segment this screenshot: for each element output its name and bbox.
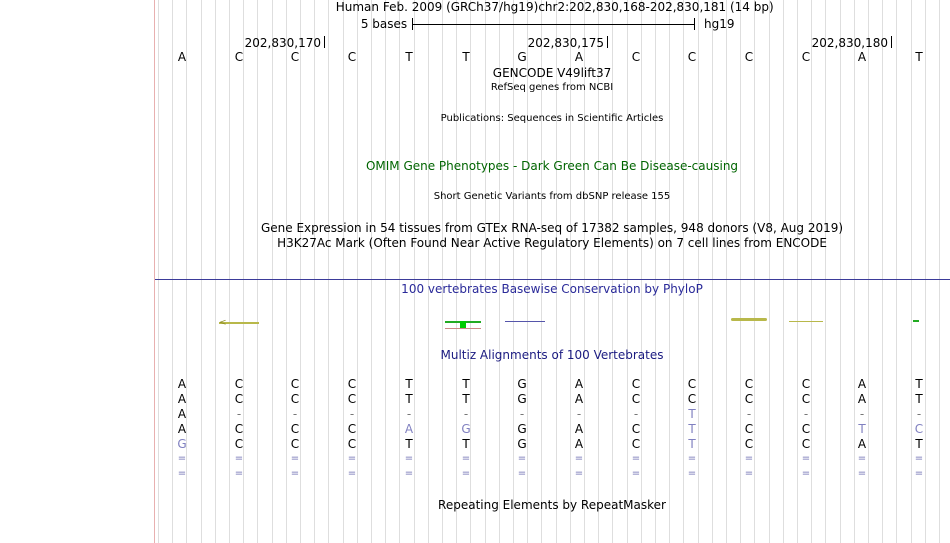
alignment-base: = [290, 453, 300, 464]
alignment-base: = [801, 453, 811, 464]
alignment-base: = [687, 453, 697, 464]
alignment-base: = [461, 453, 471, 464]
alignment-base: = [857, 453, 867, 464]
alignment-base: C [631, 437, 641, 451]
grid-line [385, 0, 386, 543]
multiz-track-title: Multiz Alignments of 100 Vertebrates [440, 348, 664, 362]
ruler-tick-label: 202,830,170 [244, 36, 321, 50]
grid-line [272, 0, 273, 543]
omim-track-title: OMIM Gene Phenotypes - Dark Green Can Be Disease-causing [365, 159, 739, 173]
alignment-base: = [234, 453, 244, 464]
grid-line [882, 0, 883, 543]
assembly-name: Human Feb. 2009 (GRCh37/hg19) [335, 0, 539, 14]
alignment-base: C [744, 422, 754, 436]
grid-line [783, 0, 784, 543]
ruler-tick-label: 202,830,175 [527, 36, 604, 50]
grid-line [485, 0, 486, 543]
alignment-base: = [687, 468, 697, 479]
alignment-base: = [631, 468, 641, 479]
alignment-base: A [574, 422, 584, 436]
alignment-base: C [744, 437, 754, 451]
alignment-base: A [177, 392, 187, 406]
ruler-tick [891, 36, 892, 48]
reference-base: C [744, 50, 754, 64]
alignment-base: A [857, 377, 867, 391]
grid-line [442, 0, 443, 543]
alignment-base: C [744, 377, 754, 391]
alignment-base: - [859, 407, 865, 421]
dbsnp-track-title: Short Genetic Variants from dbSNP release 155 [433, 191, 671, 202]
grid-line [158, 0, 159, 543]
alignment-base: C [290, 422, 300, 436]
alignment-base: C [347, 422, 357, 436]
phylop-top-line [155, 279, 950, 280]
alignment-base: A [177, 422, 187, 436]
alignment-base: - [292, 407, 298, 421]
ruler-tick-label: 202,830,180 [811, 36, 888, 50]
alignment-base: = [404, 468, 414, 479]
reference-base: G [517, 50, 527, 64]
alignment-base: T [688, 422, 696, 436]
grid-line [257, 0, 258, 543]
alignment-base: C [914, 422, 924, 436]
grid-line [825, 0, 826, 543]
alignment-base: T [462, 392, 470, 406]
gtex-track-title: Gene Expression in 54 tissues from GTEx RNA-seq of 17382 samples, 948 donors (V8, Aug 2019) [260, 221, 844, 235]
alignment-base: T [915, 392, 923, 406]
alignment-base: C [744, 392, 754, 406]
reference-base: C [234, 50, 244, 64]
alignment-base: A [857, 437, 867, 451]
reference-base: C [631, 50, 641, 64]
alignment-base: C [801, 392, 811, 406]
grid-line [201, 0, 202, 543]
alignment-base: = [744, 468, 754, 479]
grid-line [215, 0, 216, 543]
alignment-base: = [914, 453, 924, 464]
reference-base: C [347, 50, 357, 64]
alignment-base: T [405, 437, 413, 451]
reference-base: C [290, 50, 300, 64]
alignment-base: C [234, 422, 244, 436]
alignment-base: = [517, 453, 527, 464]
alignment-base: A [177, 407, 187, 421]
alignment-base: G [461, 422, 471, 436]
alignment-base: C [234, 437, 244, 451]
alignment-base: = [347, 453, 357, 464]
alignment-base: C [347, 377, 357, 391]
alignment-base: = [744, 453, 754, 464]
reference-base: A [177, 50, 187, 64]
alignment-base: A [574, 437, 584, 451]
scale-bar-text: 5 bases [360, 17, 408, 31]
alignment-base: = [631, 453, 641, 464]
alignment-base: C [687, 392, 697, 406]
ruler-tick [324, 36, 325, 48]
alignment-base: = [517, 468, 527, 479]
alignment-base: = [234, 468, 244, 479]
alignment-base: = [347, 468, 357, 479]
alignment-base: = [404, 453, 414, 464]
alignment-base: C [290, 392, 300, 406]
alignment-base: C [347, 437, 357, 451]
alignment-base: C [347, 392, 357, 406]
reference-base: A [574, 50, 584, 64]
alignment-base: A [574, 377, 584, 391]
grid-line [769, 0, 770, 543]
alignment-base: = [914, 468, 924, 479]
reference-base: C [801, 50, 811, 64]
grid-line [726, 0, 727, 543]
gencode-track-title: GENCODE V49lift37 [492, 66, 612, 80]
track-label-panel [0, 0, 155, 543]
alignment-base: - [633, 407, 639, 421]
alignment-base: C [290, 437, 300, 451]
alignment-base: - [803, 407, 809, 421]
h3k27ac-track-title: H3K27Ac Mark (Often Found Near Active Regulatory Elements) on 7 cell lines from ENCODE [277, 236, 827, 250]
reference-base: T [462, 50, 470, 64]
alignment-base: T [915, 377, 923, 391]
alignment-base: = [801, 468, 811, 479]
alignment-base: T [462, 437, 470, 451]
alignment-base: C [801, 437, 811, 451]
alignment-base: - [519, 407, 525, 421]
alignment-base: T [405, 392, 413, 406]
alignment-base: - [236, 407, 242, 421]
ruler-tick [607, 36, 608, 48]
alignment-base: = [290, 468, 300, 479]
alignment-base: = [177, 468, 187, 479]
alignment-base: C [631, 377, 641, 391]
alignment-base: C [801, 422, 811, 436]
alignment-base: - [406, 407, 412, 421]
alignment-base: T [915, 437, 923, 451]
alignment-base: = [461, 468, 471, 479]
track-data-panel[interactable]: Human Feb. 2009 (GRCh37/hg19) chr2:202,830,168-202,830,181 (14 bp) 5 bases hg19 202,830,170 202,830,175 202,830,180 A C C C T T G A C C C C A T GENCODE V49lift37 RefSeq genes from NCBI Publications: Sequences in Scientific Articles OMIM Gene Phenotypes - Dark Green Can Be Disease-causing Short Genetic Variants from dbSNP release 155 Gene Expression in 54 tissues from GTEx RNA-seq of 17382 samples, 948 donors (V8, Aug 2019) H3K27Ac Mark (Often Found Near Active Regulatory Elements) on 7 cell lines from ENCODE 100 vertebrates Basewise Conservation by PhyloP < Multiz Alignments of 100 Vertebrates A C C C T T G A C C C C A T A C C C T T G A C C C C A T A - - - - - - - - T - - - - A C C C A G G A C T C C T C G C C C T T G A C T C C A T = = = = = = = = = = = = = = = = = = = = = = = = = = = = Repeating Elements by RepeatMasker [155, 0, 950, 543]
grid-line [328, 0, 329, 543]
alignment-base: - [576, 407, 582, 421]
alignment-base: C [631, 422, 641, 436]
alignment-base: C [631, 392, 641, 406]
alignment-base: T [462, 377, 470, 391]
grid-line [314, 0, 315, 543]
repeatmasker-track-title: Repeating Elements by RepeatMasker [438, 498, 666, 512]
alignment-base: T [688, 407, 696, 421]
alignment-base: C [687, 377, 697, 391]
grid-line [712, 0, 713, 543]
alignment-base: A [404, 422, 414, 436]
alignment-base: T [688, 437, 696, 451]
alignment-base: = [574, 453, 584, 464]
alignment-base: G [517, 392, 527, 406]
alignment-base: = [574, 468, 584, 479]
region-text: chr2:202,830,168-202,830,181 (14 bp) [538, 0, 774, 14]
alignment-base: C [290, 377, 300, 391]
reference-base: A [857, 50, 867, 64]
grid-line [655, 0, 656, 543]
alignment-base: G [517, 437, 527, 451]
reference-base: C [687, 50, 697, 64]
reference-base: T [915, 50, 923, 64]
alignment-base: - [463, 407, 469, 421]
alignment-base: G [517, 422, 527, 436]
alignment-base: C [234, 377, 244, 391]
phylop-track-title: 100 vertebrates Basewise Conservation by PhyloP [401, 282, 703, 296]
grid-line [428, 0, 429, 543]
alignment-base: - [349, 407, 355, 421]
publications-track-title: Publications: Sequences in Scientific Articles [440, 113, 664, 124]
alignment-base: T [405, 377, 413, 391]
alignment-base: A [857, 392, 867, 406]
alignment-base: G [177, 437, 187, 451]
alignment-base: = [177, 453, 187, 464]
alignment-base: T [858, 422, 866, 436]
assembly-db: hg19 [704, 17, 735, 31]
alignment-base: - [746, 407, 752, 421]
reference-base: T [405, 50, 413, 64]
grid-line [371, 0, 372, 543]
alignment-base: A [177, 377, 187, 391]
alignment-base: G [517, 377, 527, 391]
alignment-base: C [234, 392, 244, 406]
alignment-base: A [574, 392, 584, 406]
grid-line [939, 0, 940, 543]
alignment-base: - [916, 407, 922, 421]
alignment-base: = [857, 468, 867, 479]
grid-line [669, 0, 670, 543]
grid-line [840, 0, 841, 543]
refseq-track-title: RefSeq genes from NCBI [490, 82, 614, 93]
alignment-base: C [801, 377, 811, 391]
grid-line [896, 0, 897, 543]
